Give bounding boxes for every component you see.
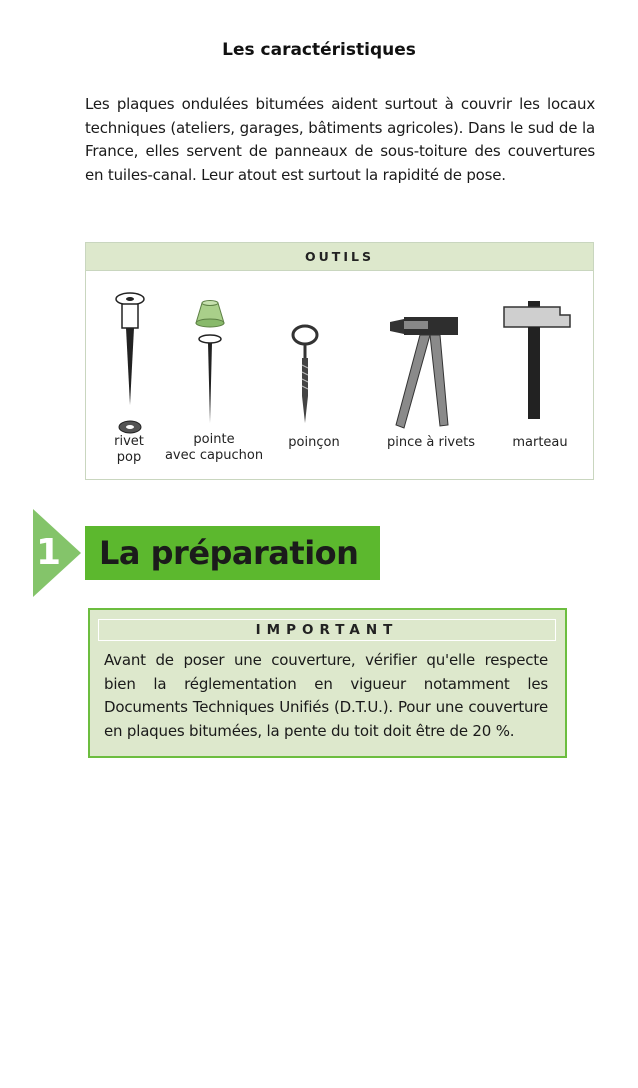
intro-paragraph: Les plaques ondulées bitumées aident surtout à couvrir les locaux techniques (ateliers, garages, bâtiments agricoles). Dans le sud de la France, elles servent de panneaux de sous-toiture des couvertures en tuiles-canal. Leur atout est surtout la rapidité de pose.	[85, 95, 595, 184]
tool-label-line: avec capuchon	[164, 448, 264, 463]
tool-label-poincon: poinçon	[288, 435, 340, 450]
rivet-pop-icon	[116, 293, 144, 433]
tool-label-rivet-pop	[106, 434, 152, 466]
important-header: IMPORTANT	[98, 619, 556, 641]
pince-rivets-icon	[390, 317, 458, 428]
marteau-icon	[504, 301, 570, 419]
tools-panel	[85, 242, 594, 480]
step-title: La préparation	[85, 526, 380, 580]
tool-label-line: pop	[116, 450, 142, 465]
tools-header: OUTILS	[86, 243, 593, 271]
section-heading: Les caractéristiques	[222, 40, 416, 60]
important-box	[88, 608, 567, 758]
poincon-icon	[293, 326, 317, 423]
pointe-capuchon-icon	[196, 301, 224, 424]
important-text: Avant de poser une couverture, vérifier qu'elle respecte bien la réglementation en vigueur notamment les Documents Techniques Unifiés (D.T.U.). Pour une couverture en plaques bitumées, la pente du toit doit être de 20 %.	[104, 651, 548, 740]
step-number: 1	[36, 532, 62, 573]
tool-label-marteau: marteau	[512, 435, 568, 450]
tool-label-pince: pince à rivets	[387, 435, 475, 450]
tool-label-line: rivet	[114, 434, 144, 449]
tool-label-line: pointe	[193, 432, 235, 447]
tool-label-pointe	[158, 432, 270, 464]
